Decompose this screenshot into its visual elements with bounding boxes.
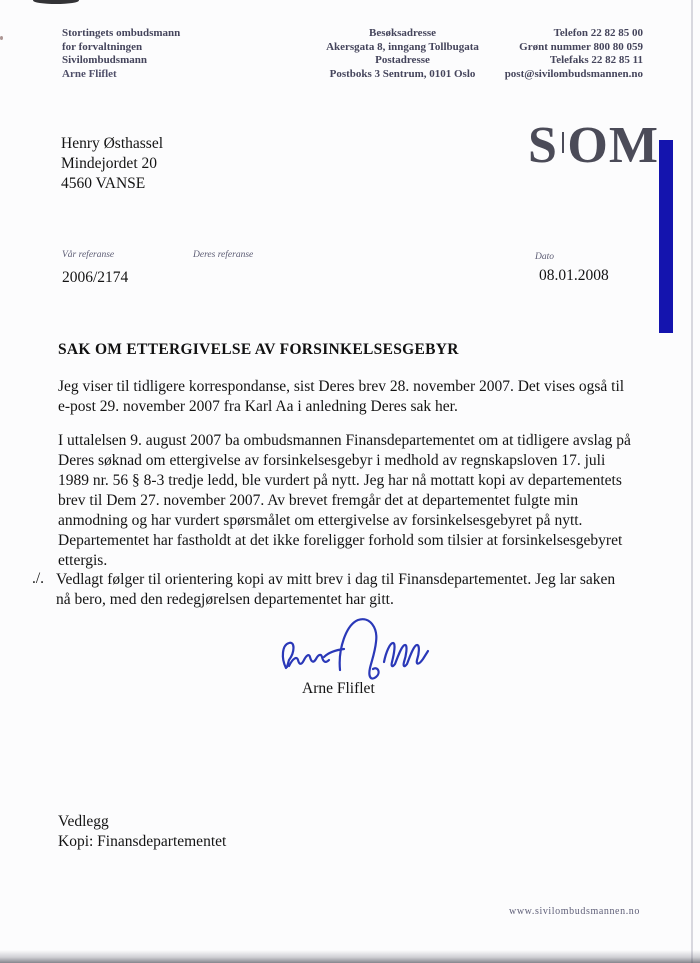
logo-letters-om: OM [567, 117, 659, 174]
sender-org-line: for forvaltningen [62, 40, 143, 53]
signature-block [278, 616, 448, 701]
scan-artifact-speck [0, 36, 3, 40]
som-logo [528, 117, 659, 174]
closing-block [58, 812, 226, 852]
sender-org-line: Stortingets ombudsmann [62, 27, 181, 39]
recipient-city: 4560 VANSE [61, 175, 146, 192]
your-reference-label: Deres referanse [193, 250, 254, 260]
body-line: 1989 nr. 56 § 8-3 tredje ledd, ble vurdert på nytt. Jeg har nå mottatt kopi av departementets [58, 472, 622, 489]
signer-name: Arne Fliflet [302, 680, 375, 697]
green-number-line: Grønt nummer 800 80 059 [519, 40, 643, 53]
recipient-name: Henry Østhassel [61, 135, 164, 152]
visit-address-label: Besøksadresse [368, 27, 437, 39]
body-line: nå bero, med den redegjørelsen departementet har gitt. [56, 591, 394, 608]
fax-line: Telefaks 22 82 85 11 [549, 54, 643, 66]
postal-address-line: Postboks 3 Sentrum, 0101 Oslo [329, 67, 476, 80]
body-paragraph-1 [58, 377, 668, 417]
copy-recipient-line: Kopi: Finansdepartementet [58, 833, 227, 850]
body-line: Departementet har fastholdt at det ikke foreligger forhold som tilsier at forsinkelsesgebyret [58, 532, 623, 549]
attachments-label: Vedlegg [58, 813, 109, 830]
body-line: brev til Dem 27. november 2007. Av brevet fremgår det at departementet fulgte min [58, 492, 579, 509]
scan-artifact-top-smudge [33, 0, 79, 4]
footer-website: www.sivilombudsmannen.no [509, 906, 640, 917]
logo-separator [562, 132, 565, 153]
recipient-address-block [61, 134, 163, 194]
body-line: I uttalelsen 9. august 2007 ba ombudsmannen Finansdepartementet om at tidligere avslag på [58, 432, 631, 449]
handwritten-signature [278, 616, 443, 688]
body-line: ettergis. [58, 552, 108, 569]
date-value: 08.01.2008 [539, 267, 609, 284]
email-line: post@sivilombudsmannen.no [504, 67, 643, 80]
scan-artifact-bottom-shadow [0, 950, 700, 963]
letterhead-sender-block [62, 27, 180, 81]
postal-address-label: Postadresse [375, 54, 430, 66]
our-reference-label: Vår referanse [62, 250, 115, 260]
logo-letter-s: S [528, 117, 558, 174]
sender-person-line: Arne Fliflet [62, 67, 117, 80]
body-line: Vedlagt følger til orientering kopi av mitt brev i dag til Finansdepartementet. Jeg lar saken [56, 571, 616, 588]
body-line: Deres søknad om ettergivelse av forsinkelsesgebyr i medhold av regnskapsloven 17. juli [58, 452, 606, 469]
body-line: e-post 29. november 2007 fra Karl Aa i anledning Deres sak her. [58, 398, 458, 415]
letterhead-address-block [300, 27, 505, 81]
phone-line: Telefon 22 82 85 00 [553, 27, 643, 39]
date-label: Dato [535, 252, 554, 262]
recipient-street: Mindejordet 20 [61, 155, 157, 172]
our-reference-value: 2006/2174 [62, 269, 129, 286]
body-paragraph-2 [58, 431, 668, 571]
body-line: Jeg viser til tidligere korrespondanse, sist Deres brev 28. november 2007. Det vises også til [58, 378, 625, 395]
sender-org-line: Sivilombudsmann [62, 54, 147, 66]
letterhead-contact-block [505, 27, 643, 81]
blue-accent-bar [659, 140, 673, 333]
body-line: anmodning og har vurdert spørsmålet om ettergivelse av forsinkelsesgebyret på nytt. [58, 512, 583, 529]
enclosure-mark: ./. [32, 570, 45, 587]
visit-address-line: Akersgata 8, inngang Tollbugata [326, 40, 479, 53]
scan-artifact-right-edge [691, 0, 693, 963]
body-paragraph-3 [56, 570, 666, 610]
subject-heading: SAK OM ETTERGIVELSE AV FORSINKELSESGEBYR [58, 341, 459, 358]
